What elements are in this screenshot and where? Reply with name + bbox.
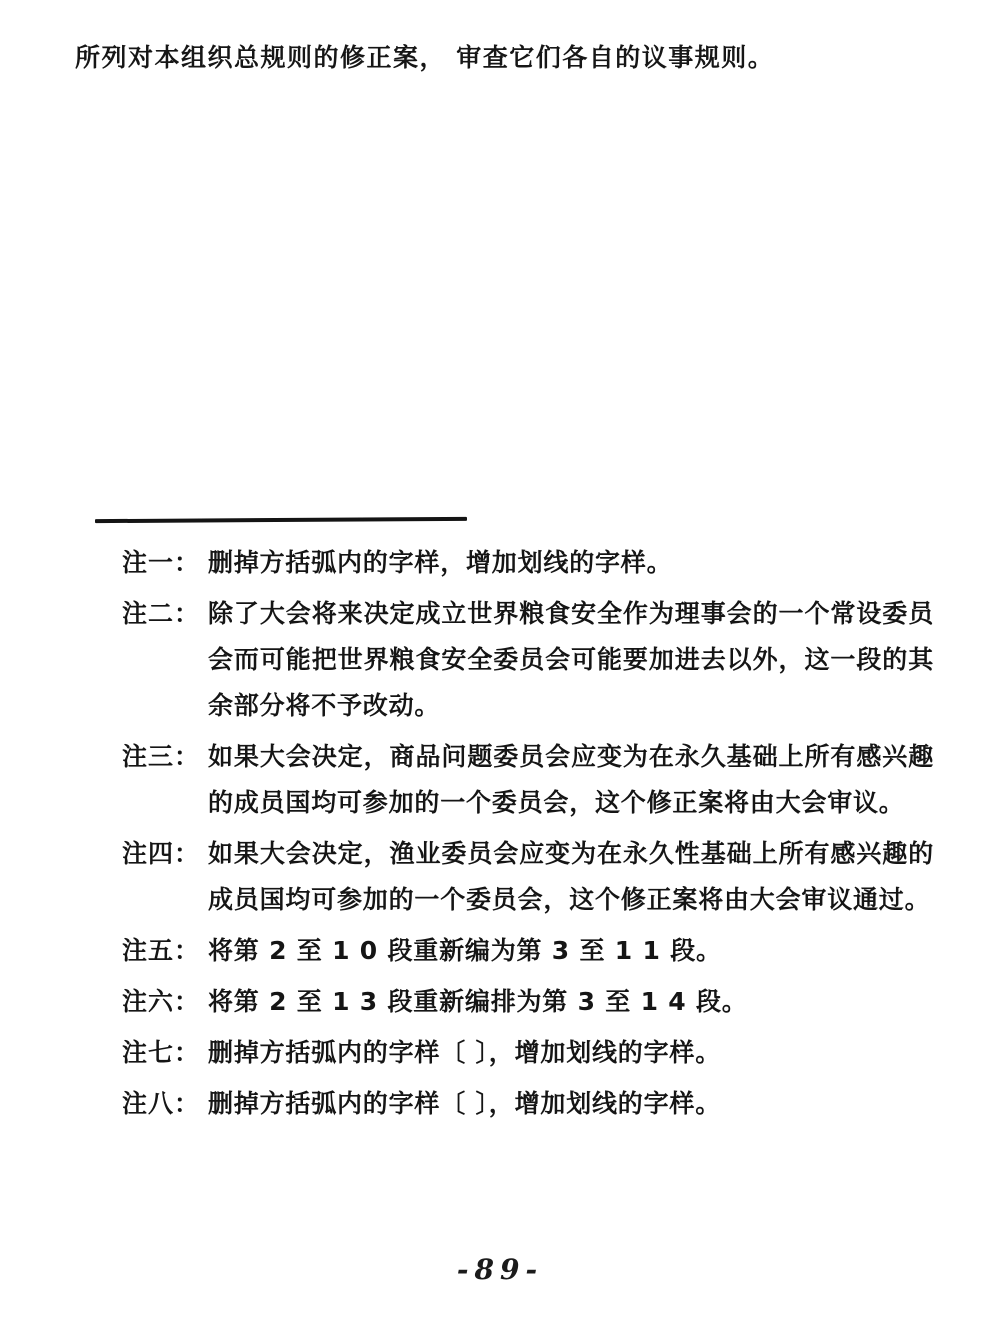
footnote-row: [122, 979, 934, 1025]
footnote-row: [122, 734, 934, 826]
footnote-label: 注五：: [122, 936, 201, 965]
footnote-text: 如果大会决定，商品问题委员会应变为在永久基础上所有感兴趣的成员国均可参加的一个委员会，这个修正案将由大会审议。: [208, 742, 934, 817]
footnote-text: 删掉方括弧内的字样，增加划线的字样。: [208, 548, 673, 577]
footnote-text: 除了大会将来决定成立世界粮食安全作为理事会的一个常设委员会而可能把世界粮食安全委员会可能要加进去以外，这一段的其余部分将不予改动。: [208, 599, 934, 720]
footnote-text: 将第 2 至 1 3 段重新编排为第 3 至 1 4 段。: [208, 987, 748, 1016]
footnote-row: [122, 1081, 934, 1127]
footnote-label: 注二：: [122, 599, 201, 628]
footnote-row: [122, 1030, 934, 1076]
footnote-separator: [95, 517, 467, 523]
footnote-label: 注六：: [122, 987, 201, 1016]
footnote-label: 注三：: [122, 742, 201, 771]
page-number: -89-: [456, 1253, 544, 1286]
footnotes-section: [122, 540, 934, 1132]
footnote-label: 注八：: [122, 1089, 201, 1118]
intro-paragraph: 所列对本组织总规则的修正案， 审查它们各自的议事规则。: [75, 43, 775, 72]
footnote-label: 注一：: [122, 548, 201, 577]
footnote-label: 注七：: [122, 1038, 201, 1067]
footnote-text: 删掉方括弧内的字样〔 〕，增加划线的字样。: [208, 1089, 722, 1118]
footnote-row: [122, 540, 934, 586]
footnote-row: [122, 831, 934, 923]
footnote-text: 如果大会决定，渔业委员会应变为在永久性基础上所有感兴趣的成员国均可参加的一个委员会，这个修正案将由大会审议通过。: [208, 839, 934, 914]
footnote-row: [122, 928, 934, 974]
footnote-row: [122, 591, 934, 729]
footnote-label: 注四：: [122, 839, 201, 868]
footnote-text: 删掉方括弧内的字样〔 〕，增加划线的字样。: [208, 1038, 722, 1067]
footnote-text: 将第 2 至 1 0 段重新编为第 3 至 1 1 段。: [208, 936, 722, 965]
